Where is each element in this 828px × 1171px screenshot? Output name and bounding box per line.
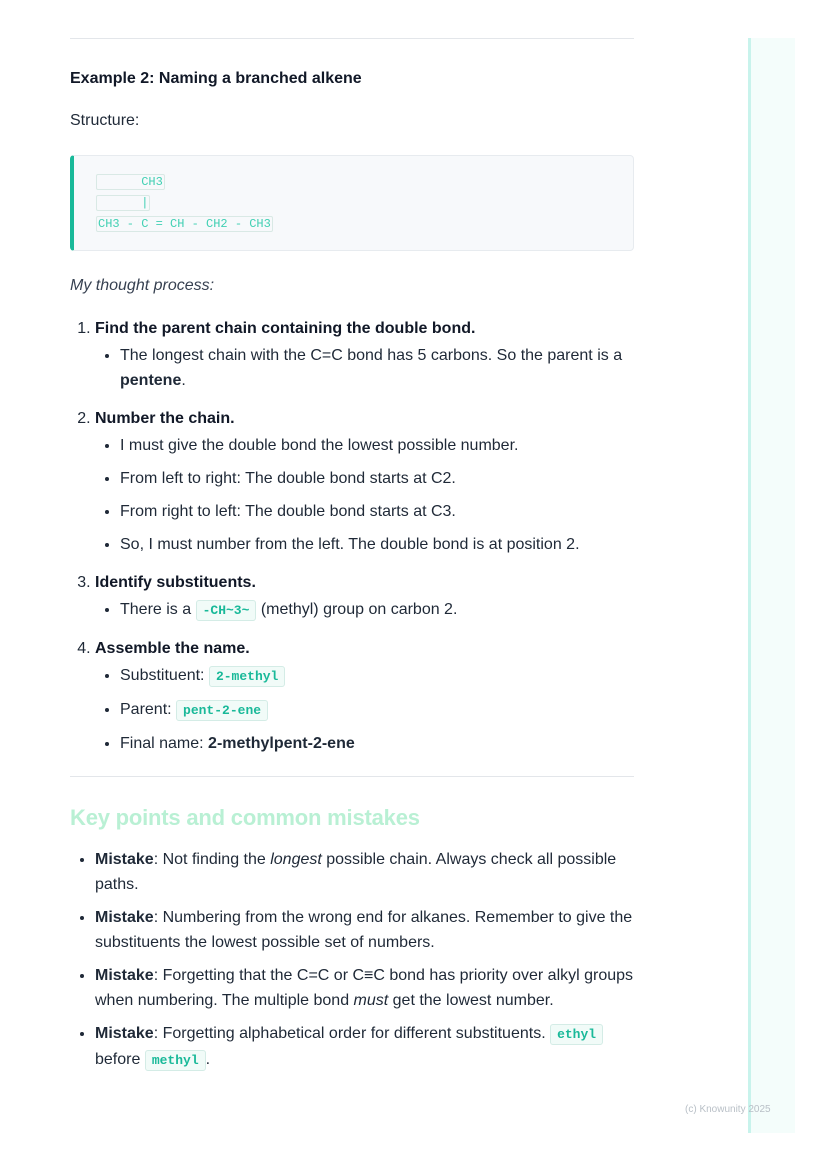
thought-process-label: My thought process: [70,277,215,294]
step-2 [95,407,634,557]
list-item: • Parent: pent-2-ene [120,697,634,723]
step-title: 3. Identify substituents. [95,574,256,591]
step-title: 2. Number the chain. [95,410,235,427]
list-item: • Final name: 2-methylpent-2-ene [120,731,634,756]
inline-code: methyl [145,1050,206,1071]
inline-code: ethyl [550,1024,603,1045]
inline-code: pent-2-ene [176,700,268,721]
list-item: • From left to right: The double bond starts at C2. [120,466,634,491]
inline-code: 2-methyl [209,666,285,687]
list-item: • Mistake: Forgetting alphabetical order for different substituents. ethyl before methyl . [95,1021,634,1073]
step-4 [95,637,634,756]
list-item: • There is a -CH~3~ (methyl) group on carbon 2. [120,597,634,623]
structure-line-2: | [98,196,149,210]
list-item: • Mistake: Numbering from the wrong end for alkanes. Remember to give the substituents the lowest possible set of numbers. [95,905,634,955]
list-item: • The longest chain with the C=C bond has 5 carbons. So the parent is a pentene. [120,343,634,393]
structure-line-1: CH3 [98,175,163,189]
list-item: • Mistake: Forgetting that the C=C or C≡C bond has priority over alkyl groups when numbering. The multiple bond must get the lowest number. [95,963,634,1013]
step-title: 1. Find the parent chain containing the double bond. [95,320,476,337]
step-title: 4. Assemble the name. [95,640,250,657]
section-divider [70,776,634,777]
step-3 [95,571,634,623]
document-content [70,38,634,1081]
list-item: • From right to left: The double bond starts at C3. [120,499,634,524]
section-heading: Key points and common mistakes [70,805,420,830]
list-item: • So, I must number from the left. The double bond is at position 2. [120,532,634,557]
structure-line-3: CH3 - C = CH - CH2 - CH3 [98,217,271,231]
steps-list [70,317,634,756]
inline-code: -CH~3~ [196,600,257,621]
step-1 [95,317,634,393]
top-divider [70,38,634,39]
structure-label: Structure: [70,112,140,129]
structure-code-block [70,155,634,251]
footer-copyright: (c) Knowunity 2025 [685,1104,771,1115]
example-title: Example 2: Naming a branched alkene [70,70,362,87]
list-item: • I must give the double bond the lowest possible number. [120,433,634,458]
list-item: • Mistake: Not finding the longest possible chain. Always check all possible paths. [95,847,634,897]
mistakes-list [70,847,634,1073]
list-item: • Substituent: 2-methyl [120,663,634,689]
side-strip [748,38,795,1133]
